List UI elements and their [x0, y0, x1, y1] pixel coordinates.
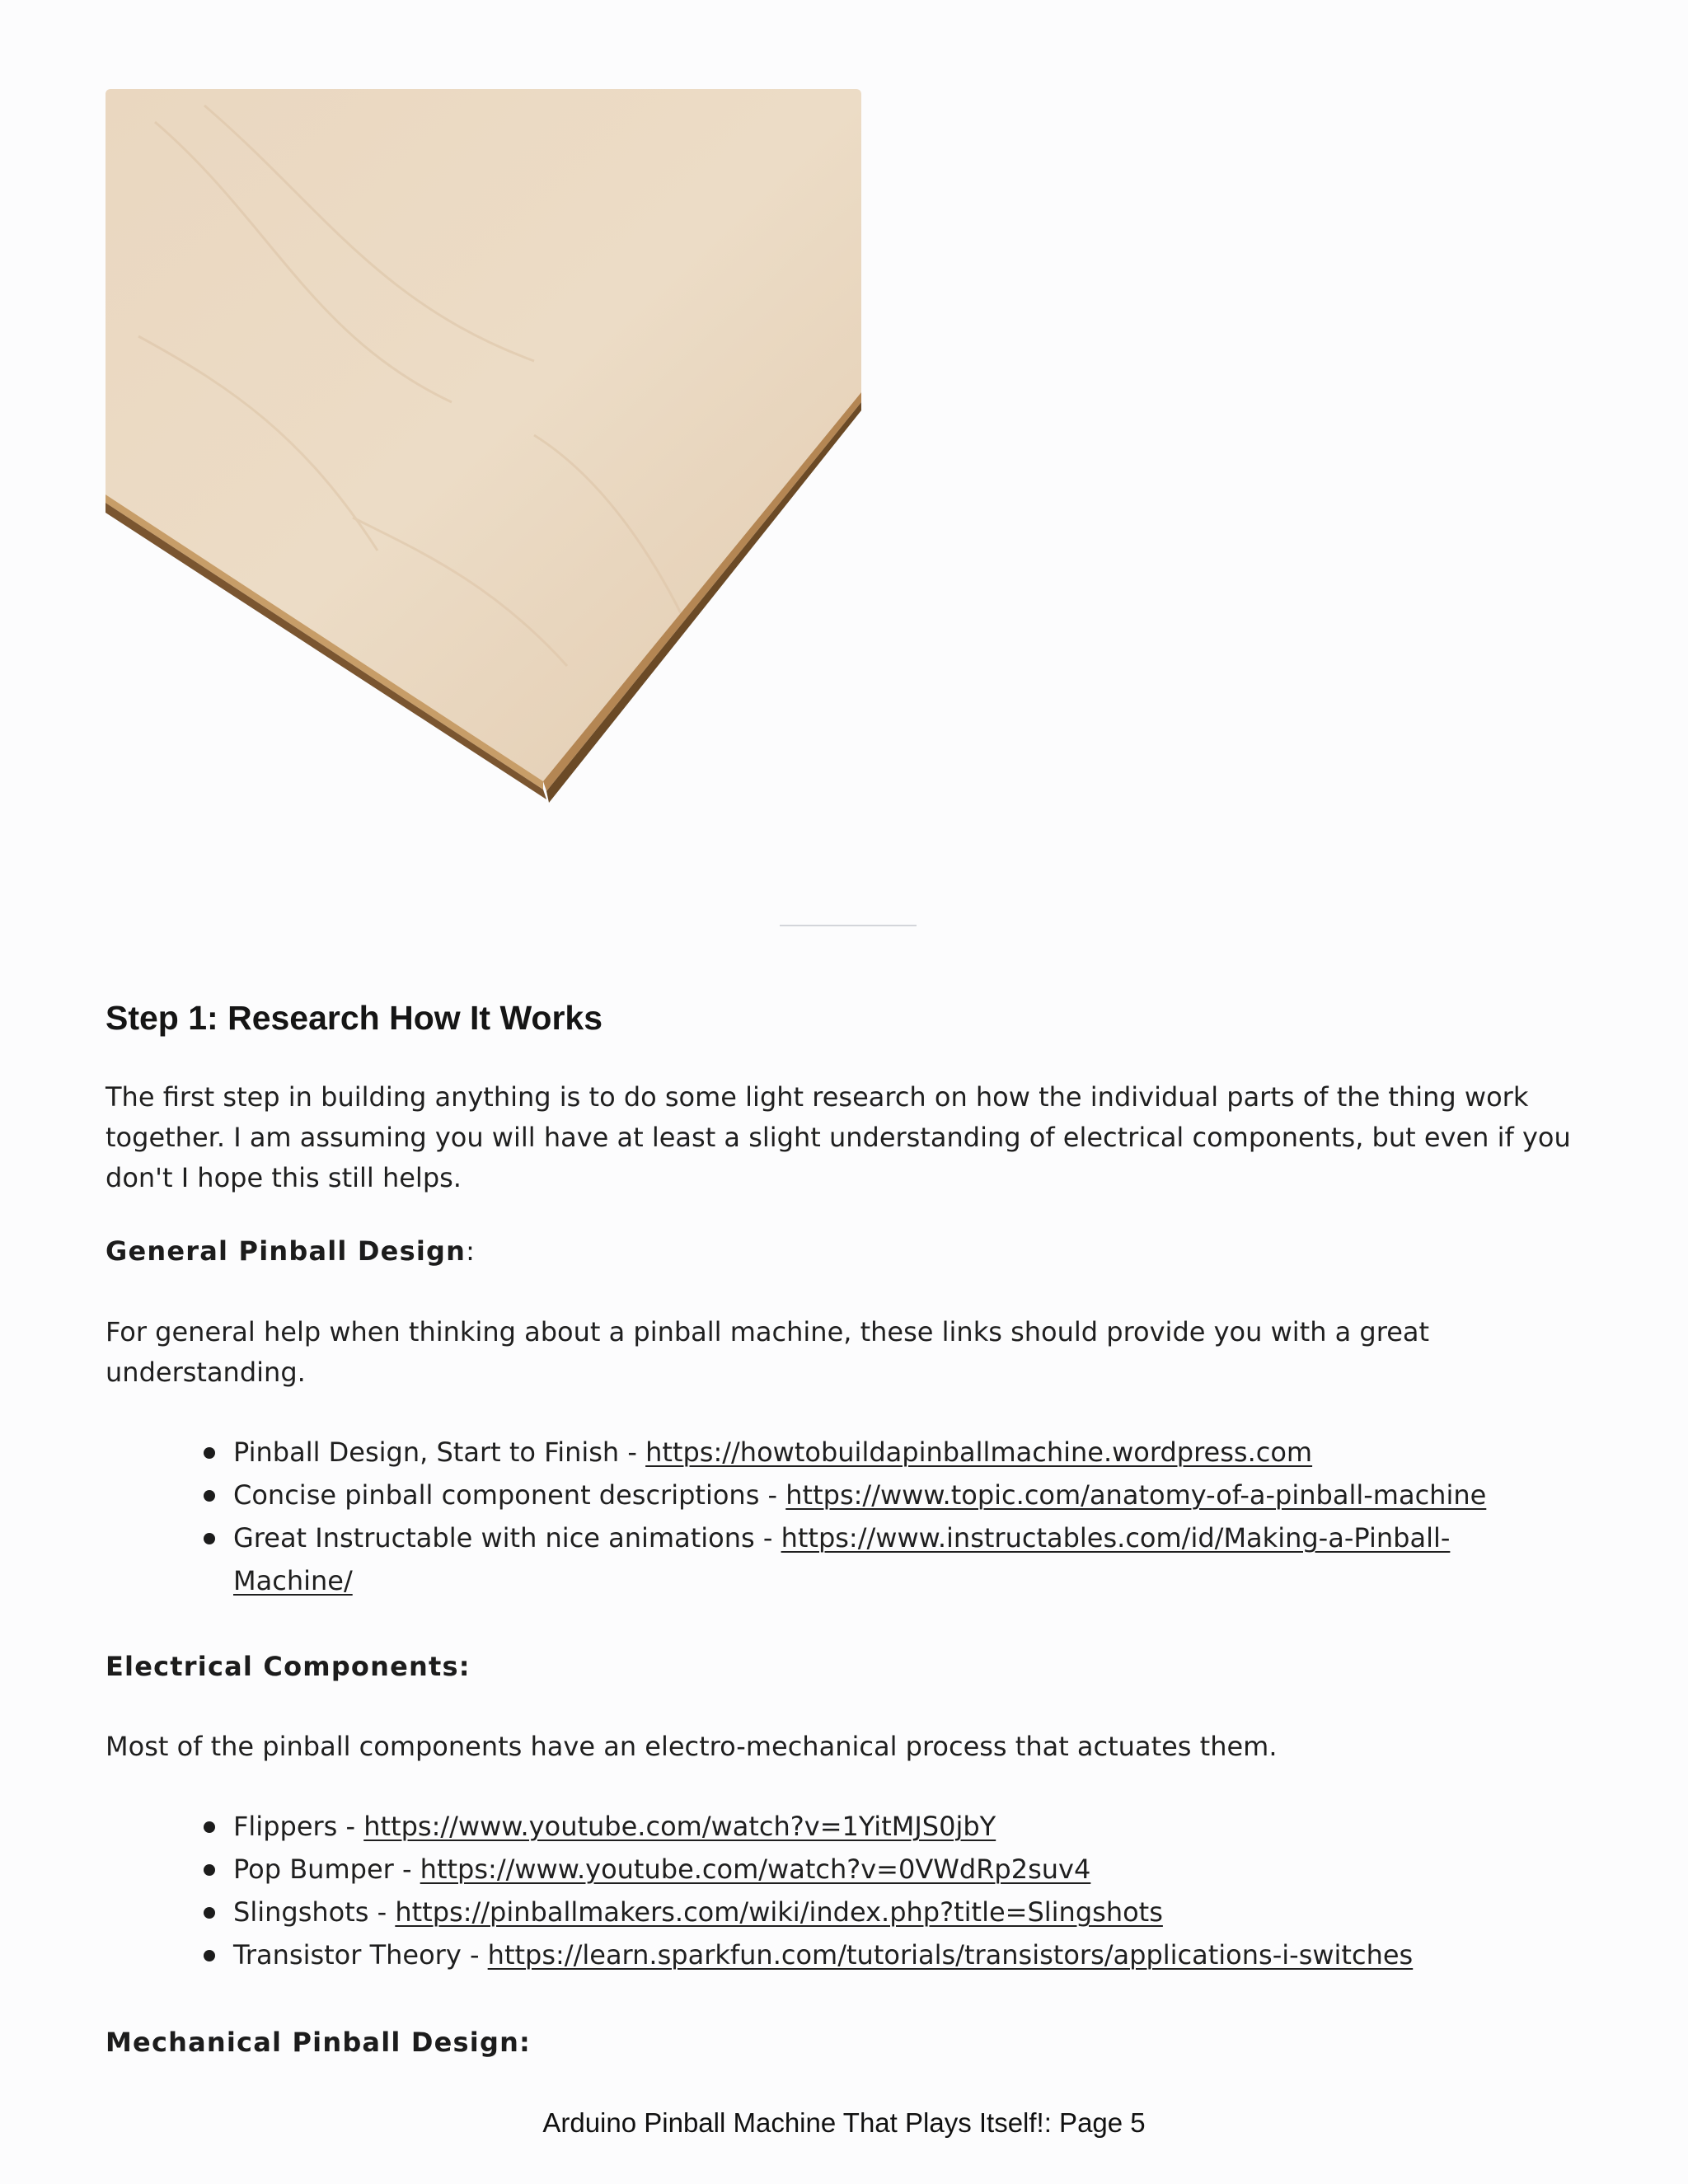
- bullet-icon: [204, 1447, 215, 1459]
- list-item: [233, 1431, 1581, 1474]
- section-divider: [780, 925, 917, 926]
- list-item: [233, 1848, 1581, 1891]
- step-content: [106, 993, 1581, 2063]
- list-item-label: Great Instructable with nice animations -: [233, 1522, 781, 1554]
- general-paragraph: For general help when thinking about a pinball machine, these links should provide you with a great understanding.: [106, 1316, 1430, 1388]
- list-item-label: Transistor Theory -: [233, 1939, 488, 1971]
- list-item-label: Pop Bumper -: [233, 1854, 420, 1885]
- list-item: [233, 1805, 1581, 1848]
- list-item-label: Concise pinball component descriptions -: [233, 1479, 786, 1511]
- link[interactable]: https://www.instructables.com/id/Making-a-Pinball-Machine/: [233, 1522, 1451, 1596]
- bullet-icon: [204, 1950, 215, 1961]
- list-item: [233, 1474, 1581, 1516]
- bullet-icon: [204, 1821, 215, 1833]
- general-links-list: [106, 1431, 1581, 1602]
- list-item: [233, 1933, 1581, 1976]
- bullet-icon: [204, 1533, 215, 1544]
- list-item: [233, 1516, 1552, 1602]
- link[interactable]: https://pinballmakers.com/wiki/index.php?title=Slingshots: [395, 1896, 1163, 1928]
- electrical-paragraph: Most of the pinball components have an electro-mechanical process that actuates them.: [106, 1731, 1278, 1762]
- list-item: [233, 1891, 1581, 1933]
- bullet-icon: [204, 1490, 215, 1502]
- list-item-label: Pinball Design, Start to Finish -: [233, 1436, 646, 1468]
- step-title: Step 1: Research How It Works: [106, 999, 603, 1037]
- list-item-label: Slingshots -: [233, 1896, 396, 1928]
- link[interactable]: https://www.youtube.com/watch?v=1YitMJS0jbY: [363, 1811, 996, 1842]
- bullet-icon: [204, 1907, 215, 1919]
- electrical-components-heading: Electrical Components:: [106, 1651, 471, 1682]
- plywood-sheet-photo: [106, 89, 861, 803]
- general-heading-colon: :: [466, 1235, 475, 1267]
- general-heading-text: General Pinball Design: [106, 1235, 467, 1267]
- intro-paragraph: The first step in building anything is to do some light research on how the individual parts of the thing work together. I am assuming you will have at least a slight understanding of electrical components, but even if you don't I hope this still helps.: [106, 1081, 1571, 1193]
- mechanical-pinball-heading: Mechanical Pinball Design:: [106, 2027, 532, 2058]
- bullet-icon: [204, 1864, 215, 1876]
- electrical-links-list: [106, 1805, 1581, 1976]
- link[interactable]: https://howtobuildapinballmachine.wordpress.com: [645, 1436, 1313, 1468]
- page-footer: Arduino Pinball Machine That Plays Itself!: Page 5: [542, 2107, 1146, 2138]
- link[interactable]: https://learn.sparkfun.com/tutorials/transistors/applications-i-switches: [487, 1939, 1414, 1971]
- link[interactable]: https://www.youtube.com/watch?v=0VWdRp2suv4: [420, 1854, 1091, 1885]
- link[interactable]: https://www.topic.com/anatomy-of-a-pinball-machine: [785, 1479, 1487, 1511]
- general-pinball-heading: [106, 1231, 1581, 1272]
- list-item-label: Flippers -: [233, 1811, 364, 1842]
- plywood-sheet-icon: [106, 89, 861, 803]
